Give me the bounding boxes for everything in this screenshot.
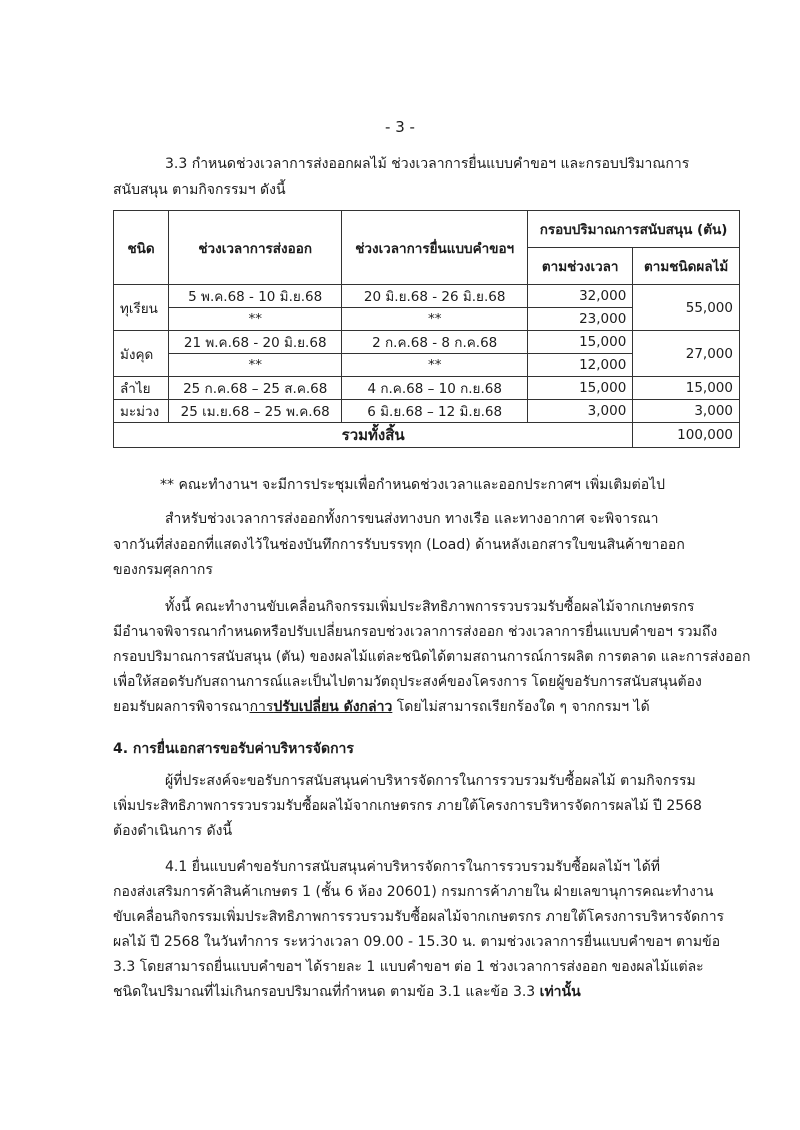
kind-cell: มังคุด bbox=[114, 331, 169, 377]
line5-part-a: ยอมรับผลการพิจารณา bbox=[113, 699, 250, 715]
kind-cell: ลำไย bbox=[114, 377, 169, 400]
line5-underlined-prefix: การ bbox=[249, 699, 274, 715]
apply-cell: 20 มิ.ย.68 - 26 มิ.ย.68 bbox=[342, 285, 528, 308]
apply-cell: ** bbox=[342, 308, 528, 331]
header-by-fruit: ตามชนิดผลไม้ bbox=[633, 248, 740, 285]
section-3-3-line1: 3.3 กำหนดช่วงเวลาการส่งออกผลไม้ ช่วงเวลาการยื่นแบบคำขอฯ และกรอบปริมาณการ bbox=[165, 156, 690, 172]
apply-cell: 2 ก.ค.68 - 8 ก.ค.68 bbox=[342, 331, 528, 354]
table-header-row bbox=[114, 211, 740, 248]
total-label: รวมทั้งสิ้น bbox=[114, 423, 633, 448]
line5-emphasis: ปรับเปลี่ยน ดังกล่าว bbox=[273, 699, 393, 715]
para-committee-line2: มีอำนาจพิจารณากำหนดหรือปรับเปลี่ยนกรอบช่วงเวลาการส่งออก ช่วงเวลาการยื่นแบบคำขอฯ รวมถึง bbox=[113, 624, 718, 640]
section-4-line1: ผู้ที่ประสงค์จะขอรับการสนับสนุนค่าบริหารจัดการในการรวบรวมรับซื้อผลไม้ ตามกิจกรรม bbox=[165, 773, 696, 789]
page-number: - 3 - bbox=[385, 118, 415, 136]
header-by-period: ตามช่วงเวลา bbox=[528, 248, 633, 285]
section-4-1-line2: กองส่งเสริมการค้าสินค้าเกษตร 1 (ชั้น 6 ห้อง 20601) กรมการค้าภายใน ฝ่ายเลขานุการคณะทำงาน bbox=[113, 884, 714, 900]
table-row bbox=[114, 377, 740, 400]
amount-cell: 15,000 bbox=[528, 377, 633, 400]
export-cell: 21 พ.ค.68 - 20 มิ.ย.68 bbox=[169, 331, 342, 354]
table-total-row bbox=[114, 423, 740, 448]
fruit-total-cell: 15,000 bbox=[633, 377, 740, 400]
section-4-line2: เพิ่มประสิทธิภาพการรวบรวมรับซื้อผลไม้จากเกษตรกร ภายใต้โครงการบริหารจัดการผลไม้ ปี 2568 bbox=[113, 798, 702, 814]
export-cell: 25 เม.ย.68 – 25 พ.ค.68 bbox=[169, 400, 342, 423]
section-4-line3: ต้องดำเนินการ ดังนี้ bbox=[113, 823, 233, 839]
amount-cell: 32,000 bbox=[528, 285, 633, 308]
footnote: ** คณะทำงานฯ จะมีการประชุมเพื่อกำหนดช่วงเวลาและออกประกาศฯ เพิ่มเติมต่อไป bbox=[160, 477, 666, 493]
line6-part-a: ชนิดในปริมาณที่ไม่เกินกรอบปริมาณที่กำหนด ตามข้อ 3.1 และข้อ 3.3 bbox=[113, 984, 540, 1000]
section-4-heading: 4. การยื่นเอกสารขอรับค่าบริหารจัดการ bbox=[113, 741, 354, 757]
line5-part-c: โดยไม่สามารถเรียกร้องใด ๆ จากกรมฯ ได้ bbox=[392, 699, 650, 715]
support-schedule-table bbox=[113, 210, 740, 448]
amount-cell: 3,000 bbox=[528, 400, 633, 423]
table-row bbox=[114, 400, 740, 423]
fruit-total-cell: 55,000 bbox=[633, 285, 740, 331]
amount-cell: 12,000 bbox=[528, 354, 633, 377]
export-cell: ** bbox=[169, 308, 342, 331]
para-committee-line5 bbox=[113, 697, 650, 717]
header-export-period: ช่วงเวลาการส่งออก bbox=[169, 211, 342, 285]
total-value: 100,000 bbox=[633, 423, 740, 448]
amount-cell: 15,000 bbox=[528, 331, 633, 354]
apply-cell: 4 ก.ค.68 – 10 ก.ย.68 bbox=[342, 377, 528, 400]
para-transport-line1: สำหรับช่วงเวลาการส่งออกทั้งการขนส่งทางบก ทางเรือ และทางอากาศ จะพิจารณา bbox=[165, 511, 659, 527]
section-4-1-line6 bbox=[113, 982, 581, 1002]
para-committee-line1: ทั้งนี้ คณะทำงานขับเคลื่อนกิจกรรมเพิ่มประสิทธิภาพการรวบรวมรับซื้อผลไม้จากเกษตรกร bbox=[165, 599, 695, 615]
export-cell: 5 พ.ค.68 - 10 มิ.ย.68 bbox=[169, 285, 342, 308]
fruit-total-cell: 27,000 bbox=[633, 331, 740, 377]
section-4-1-line4: ผลไม้ ปี 2568 ในวันทำการ ระหว่างเวลา 09.00 - 15.30 น. ตามช่วงเวลาการยื่นแบบคำขอฯ ตามข้อ bbox=[113, 934, 721, 950]
para-committee-line3: กรอบปริมาณการสนับสนุน (ตัน) ของผลไม้แต่ละชนิดได้ตามสถานการณ์การผลิต การตลาด และการส่งออก bbox=[113, 649, 751, 665]
fruit-total-cell: 3,000 bbox=[633, 400, 740, 423]
section-4-1-line5: 3.3 โดยสามารถยื่นแบบคำขอฯ ได้รายละ 1 แบบคำขอฯ ต่อ 1 ช่วงเวลาการส่งออก ของผลไม้แต่ละ bbox=[113, 959, 704, 975]
apply-cell: ** bbox=[342, 354, 528, 377]
amount-cell: 23,000 bbox=[528, 308, 633, 331]
para-committee-line4: เพื่อให้สอดรับกับสถานการณ์และเป็นไปตามวัตถุประสงค์ของโครงการ โดยผู้ขอรับการสนับสนุนต้อง bbox=[113, 674, 702, 690]
header-support-frame: กรอบปริมาณการสนับสนุน (ตัน) bbox=[528, 211, 740, 248]
kind-cell: มะม่วง bbox=[114, 400, 169, 423]
section-4-1-line1: 4.1 ยื่นแบบคำขอรับการสนับสนุนค่าบริหารจัดการในการรวบรวมรับซื้อผลไม้ฯ ได้ที่ bbox=[165, 859, 661, 875]
header-kind: ชนิด bbox=[114, 211, 169, 285]
header-apply-period: ช่วงเวลาการยื่นแบบคำขอฯ bbox=[342, 211, 528, 285]
line6-emphasis: เท่านั้น bbox=[539, 984, 581, 1000]
para-transport-line2: จากวันที่ส่งออกที่แสดงไว้ในช่องบันทึกการรับบรรทุก (Load) ด้านหลังเอกสารใบขนสินค้าขาออก bbox=[113, 537, 685, 553]
export-cell: 25 ก.ค.68 – 25 ส.ค.68 bbox=[169, 377, 342, 400]
kind-cell: ทุเรียน bbox=[114, 285, 169, 331]
section-3-3-line2: สนับสนุน ตามกิจกรรมฯ ดังนี้ bbox=[113, 182, 286, 198]
para-transport-line3: ของกรมศุลกากร bbox=[113, 562, 213, 578]
table-row bbox=[114, 331, 740, 354]
section-4-1-line3: ขับเคลื่อนกิจกรรมเพิ่มประสิทธิภาพการรวบรวมรับซื้อผลไม้จากเกษตรกร ภายใต้โครงการบริหารจัดการ bbox=[113, 909, 725, 925]
export-cell: ** bbox=[169, 354, 342, 377]
table-row bbox=[114, 285, 740, 308]
apply-cell: 6 มิ.ย.68 – 12 มิ.ย.68 bbox=[342, 400, 528, 423]
